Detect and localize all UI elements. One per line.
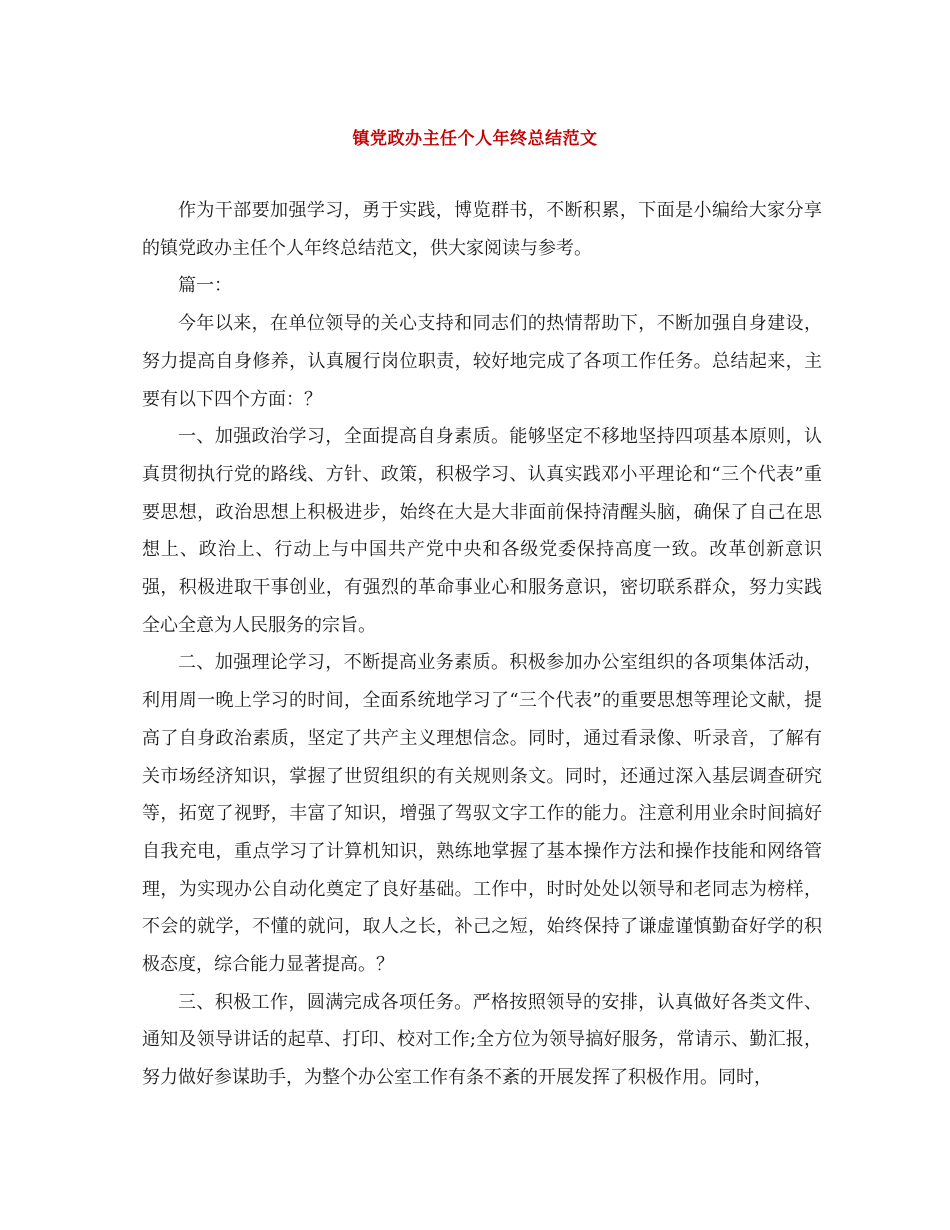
paragraph-overview: 今年以来，在单位领导的关心支持和同志们的热情帮助下，不断加强自身建设，努力提高自身修养，认真履行岗位职责，较好地完成了各项工作任务。总结起来，主要有以下四个方面：？ [142, 313, 822, 410]
paragraph-political-study: 一、加强政治学习，全面提高自身素质。能够坚定不移地坚持四项基本原则，认真贯彻执行党的路线、方针、政策，积极学习、认真实践邓小平理论和“三个代表”重要思想，政治思想上积极进步，始终在大是大非面前保持清醒头脑，确保了自己在思想上、政治上、行动上与中国共产党中央和各级党委保持高度一致。改革创新意识强，积极进取干事创业，有强烈的革命事业心和服务意识，密切联系群众，努力实践全心全意为人民服务的宗旨。 [142, 426, 822, 636]
paragraph-theory-study: 二、加强理论学习，不断提高业务素质。积极参加办公室组织的各项集体活动，利用周一晚上学习的时间，全面系统地学习了“三个代表”的重要思想等理论文献，提高了自身政治素质，坚定了共产主义理想信念。同时，通过看录像、听录音，了解有关市场经济知识，掌握了世贸组织的有关规则条文。同时，还通过深入基层调查研究等，拓宽了视野，丰富了知识，增强了驾驭文字工作的能力。注意利用业余时间搞好自我充电，重点学习了计算机知识，熟练地掌握了基本操作方法和操作技能和网络管理，为实现办公自动化奠定了良好基础。工作中，时时处处以领导和老同志为榜样，不会的就学，不懂的就问，取人之长，补己之短，始终保持了谦虚谨慎勤奋好学的积极态度，综合能力显著提高。？ [142, 652, 822, 976]
document-title: 镇党政办主任个人年终总结范文 [352, 129, 598, 149]
paragraph-intro: 作为干部要加强学习，勇于实践，博览群书，不断积累，下面是小编给大家分享的镇党政办主任个人年终总结范文，供大家阅读与参考。 [142, 200, 822, 259]
document-body [142, 192, 822, 1097]
paragraph-work-tasks: 三、积极工作，圆满完成各项任务。严格按照领导的安排，认真做好各类文件、通知及领导讲话的起草、打印、校对工作;全方位为领导搞好服务，常请示、勤汇报，努力做好参谋助手，为整个办公室工作有条不紊的开展发挥了积极作用。同时， [142, 991, 822, 1089]
paragraph-section-label: 篇一： [178, 275, 232, 297]
